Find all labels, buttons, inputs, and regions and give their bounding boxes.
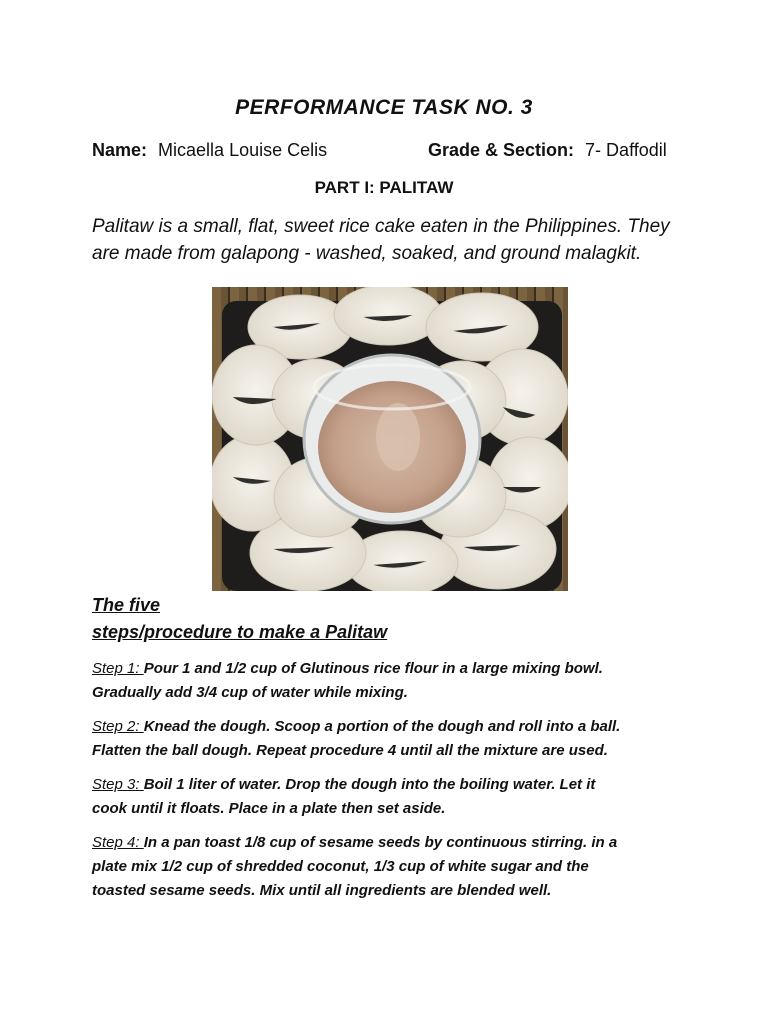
step-2 <box>92 715 692 763</box>
steps-heading-line-2: steps/procedure to make a Palitaw <box>92 622 388 642</box>
step-4-label: Step 4: <box>92 834 144 851</box>
step-4-line-2: plate mix 1/2 cup of shredded coconut, 1/3 cup of white sugar and the <box>92 858 589 875</box>
step-3-line-2: cook until it floats. Place in a plate then set aside. <box>92 800 446 817</box>
grade-label: Grade & Section: <box>428 140 575 160</box>
step-4 <box>92 831 692 903</box>
step-3 <box>92 773 692 821</box>
step-1-line-1: Pour 1 and 1/2 cup of Glutinous rice flour in a large mixing bowl. <box>143 660 603 677</box>
step-4-line-3: toasted sesame seeds. Mix until all ingredients are blended well. <box>92 882 552 899</box>
intro-paragraph <box>92 213 692 267</box>
intro-line-2: are made from galapong - washed, soaked, and ground malagkit. <box>92 243 642 264</box>
step-2-line-1: Knead the dough. Scoop a portion of the dough and roll into a ball. <box>143 718 621 735</box>
page-title: PERFORMANCE TASK NO. 3 <box>235 96 533 119</box>
intro-line-1: Palitaw is a small, flat, sweet rice cake eaten in the Philippines. They <box>92 216 670 237</box>
step-2-label: Step 2: <box>92 718 144 735</box>
step-2-line-2: Flatten the ball dough. Repeat procedure 4 until all the mixture are used. <box>92 742 608 759</box>
name-row <box>92 140 327 161</box>
step-3-line-1: Boil 1 liter of water. Drop the dough into the boiling water. Let it <box>143 776 596 793</box>
palitaw-photo <box>212 287 568 591</box>
grade-row <box>428 140 667 161</box>
step-1 <box>92 657 692 705</box>
step-1-label: Step 1: <box>92 660 144 677</box>
step-1-line-2: Gradually add 3/4 cup of water while mixing. <box>92 684 408 701</box>
step-3-label: Step 3: <box>92 776 144 793</box>
steps-heading <box>92 592 387 646</box>
part-title: PART I: PALITAW <box>314 178 454 197</box>
step-4-line-1: In a pan toast 1/8 cup of sesame seeds by continuous stirring. in a <box>143 834 618 851</box>
grade-value: 7- Daffodil <box>585 140 667 160</box>
name-value: Micaella Louise Celis <box>158 140 328 160</box>
steps-heading-line-1: The five <box>92 595 161 615</box>
name-label: Name: <box>92 140 148 160</box>
